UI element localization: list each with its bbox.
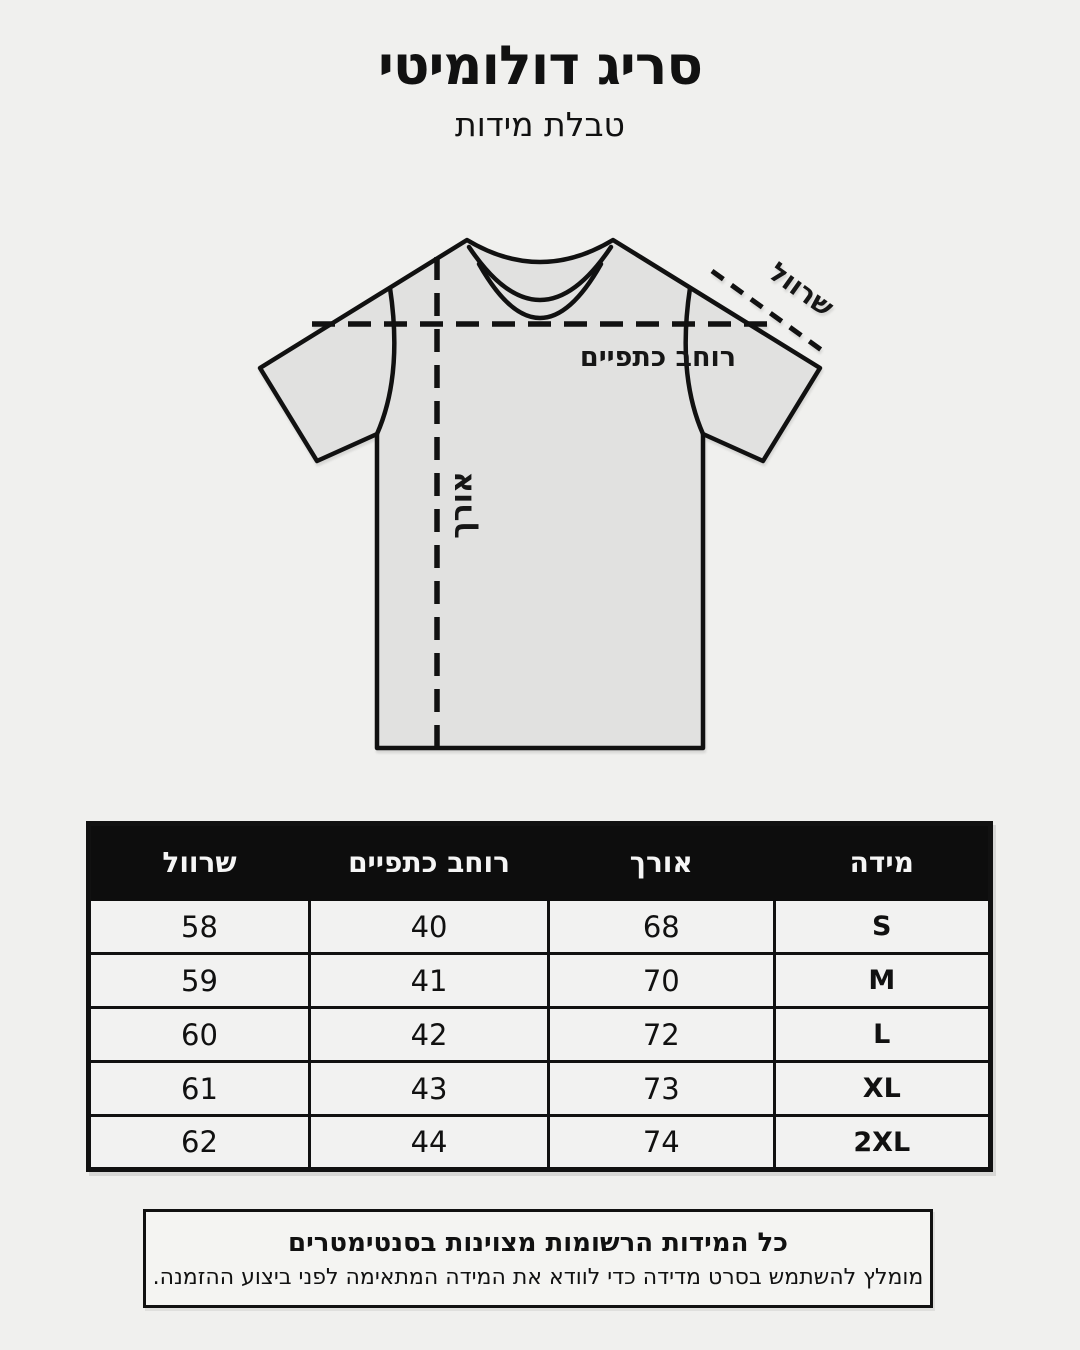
- cell-size: S: [774, 900, 990, 954]
- note-advice-line: מומלץ להשתמש בסרט מדידה כדי לוודא את המידה המתאימה לפני ביצוע ההזמנה.: [152, 1264, 924, 1290]
- cell-shoulder-width: 42: [310, 1008, 549, 1062]
- cell-shoulder-width: 44: [310, 1116, 549, 1170]
- measurement-note-box: [143, 1209, 933, 1308]
- cell-length: 72: [549, 1008, 775, 1062]
- cell-size: L: [774, 1008, 990, 1062]
- cell-size: M: [774, 954, 990, 1008]
- cell-sleeve: 60: [89, 1008, 310, 1062]
- cell-sleeve: 62: [89, 1116, 310, 1170]
- header-size: מידה: [774, 824, 990, 900]
- sleeve-label: שרוול: [762, 256, 840, 324]
- cell-sleeve: 61: [89, 1062, 310, 1116]
- note-units-line: כל המידות הרשומות מצוינות בסנטימטרים: [288, 1227, 788, 1258]
- length-label: אורך: [444, 471, 480, 539]
- size-table-header: [89, 824, 991, 900]
- size-table-row: [89, 1116, 991, 1170]
- page-title: סריג דולומיטי: [377, 34, 703, 97]
- cell-shoulder-width: 41: [310, 954, 549, 1008]
- cell-size: 2XL: [774, 1116, 990, 1170]
- page-subtitle: טבלת מידות: [455, 105, 625, 145]
- header-sleeve: שרוול: [89, 824, 310, 900]
- cell-length: 70: [549, 954, 775, 1008]
- header-shoulder-width: רוחב כתפיים: [310, 824, 549, 900]
- size-table-row: [89, 954, 991, 1008]
- cell-sleeve: 59: [89, 954, 310, 1008]
- size-table-row: [89, 1062, 991, 1116]
- cell-shoulder-width: 43: [310, 1062, 549, 1116]
- cell-shoulder-width: 40: [310, 900, 549, 954]
- shoulder-width-label: רוחב כתפיים: [579, 342, 737, 373]
- size-table-row: [89, 1008, 991, 1062]
- cell-sleeve: 58: [89, 900, 310, 954]
- cell-size: XL: [774, 1062, 990, 1116]
- size-table: [86, 821, 993, 1172]
- size-table-body: [89, 900, 991, 1170]
- size-table-row: [89, 900, 991, 954]
- header-length: אורך: [549, 824, 775, 900]
- cell-length: 74: [549, 1116, 775, 1170]
- cell-length: 73: [549, 1062, 775, 1116]
- cell-length: 68: [549, 900, 775, 954]
